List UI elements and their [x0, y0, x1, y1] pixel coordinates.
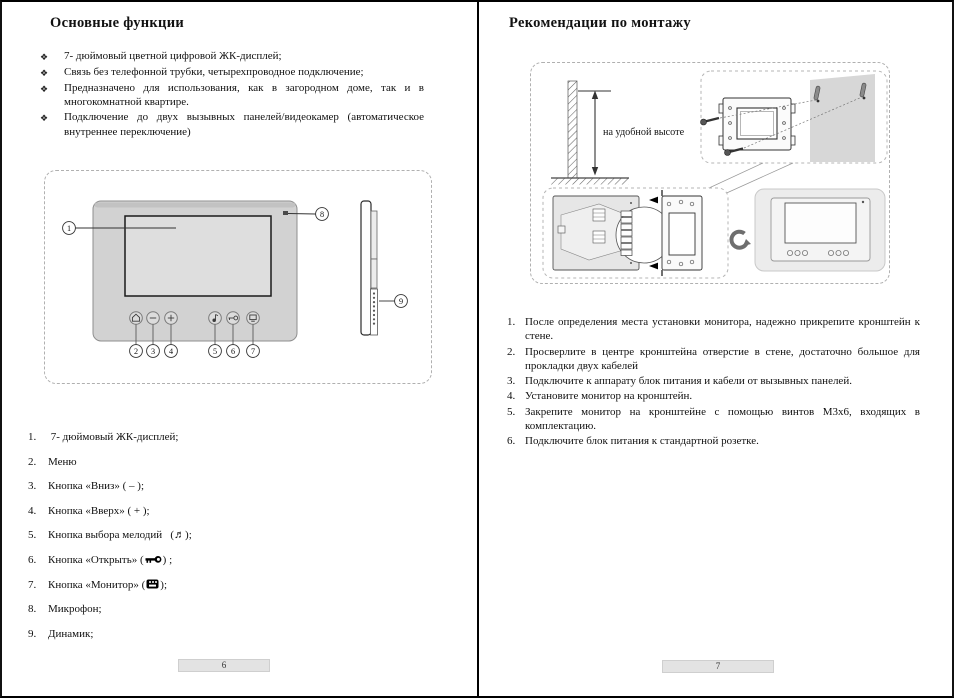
list-item: ❖ 7- дюймовый цветной цифровой ЖК-дисплей; — [40, 49, 424, 65]
rotate-arrow-icon — [731, 232, 751, 248]
bracket-mounting-inset — [701, 71, 888, 163]
list-item: 6. Подключите блок питания к стандартной розетке. — [507, 435, 759, 448]
right-page-title: Рекомендации по монтажу — [509, 15, 691, 31]
callout-9: 9 — [398, 296, 404, 306]
callout-3: 3 — [150, 346, 156, 356]
mounting-diagram — [530, 62, 890, 284]
feature-bullet-list — [40, 49, 424, 140]
monitor-diagram — [44, 170, 432, 384]
monitor-front-view — [93, 201, 297, 344]
callout-1: 1 — [66, 223, 72, 233]
page-number-bar: 6 — [178, 659, 270, 672]
callout-7: 7 — [250, 346, 256, 356]
screen — [785, 203, 856, 243]
monitor-icon — [146, 579, 159, 589]
list-item: 8. Микрофон; — [28, 603, 102, 616]
bullet-diamond-icon: ❖ — [40, 67, 49, 78]
bullet-diamond-icon: ❖ — [40, 113, 49, 124]
list-item: 9. Динамик; — [28, 627, 94, 640]
list-item: 5. Закрепите монитор на кронштейне с помощью винтов М3х6, входящих в комплектацию. — [507, 405, 920, 433]
page-number-bar: 7 — [662, 660, 774, 673]
list-item: 2. Меню — [28, 455, 77, 468]
mounting-steps-list — [507, 315, 920, 450]
callout-8: 8 — [319, 209, 325, 219]
bullet-diamond-icon: ❖ — [40, 52, 49, 62]
melody-button — [209, 312, 222, 325]
list-item: 4. Установите монитор на кронштейн. — [507, 390, 693, 403]
parts-list — [28, 430, 428, 651]
wall-height-indicator — [551, 81, 685, 185]
callout-5: 5 — [212, 346, 218, 356]
callout-2: 2 — [133, 346, 139, 356]
mounting-diagram-svg — [531, 63, 889, 283]
callout-6: 6 — [230, 346, 236, 356]
speaker-grille — [371, 289, 378, 335]
list-item: 5. Кнопка выбора мелодий (♬); — [28, 529, 192, 542]
monitor-side-view — [361, 201, 378, 335]
mounted-monitor-front — [755, 189, 885, 271]
list-item: 4. Кнопка «Вверх» ( + ); — [28, 504, 150, 517]
key-icon — [145, 555, 162, 564]
list-item: ❖ Подключение до двух вызывных панелей/видеокамер (автоматическое внутреннее переключение) — [40, 111, 424, 138]
callout-4: 4 — [168, 346, 174, 356]
monitor-diagram-svg — [45, 171, 431, 383]
list-item: 7. Кнопка «Монитор» ( ); — [28, 578, 168, 591]
bullet-diamond-icon: ❖ — [40, 83, 49, 94]
monitor-button — [247, 312, 260, 325]
list-item: 3. Подключите к аппарату блок питания и кабели от вызывных панелей. — [507, 375, 852, 388]
monitor-back-assembly — [543, 188, 728, 278]
list-item: 6. Кнопка «Открыть» ( ) ; — [28, 553, 173, 566]
height-label: на удобной высоте — [603, 127, 685, 138]
list-item: 2. Просверлите в центре кронштейна отверстие в стене, достаточно большое для прокладки двух кабелей — [507, 345, 920, 372]
page-divider — [477, 0, 479, 698]
list-item: ❖ Связь без телефонной трубки, четырехпроводное подключение; — [40, 65, 424, 81]
microphone-dot — [283, 211, 288, 215]
list-item: 1. После определения места установки монитора, надежно прикрепите кронштейн к стене. — [507, 316, 920, 343]
list-item: 3. Кнопка «Вниз» ( – ); — [28, 480, 145, 493]
left-page-title: Основные функции — [50, 15, 185, 31]
list-item: 1. 7- дюймовый ЖК-дисплей; — [28, 431, 179, 443]
list-item: ❖ Предназначено для использования, как в загородном доме, так и в многокомнатной квартире. — [40, 81, 424, 109]
